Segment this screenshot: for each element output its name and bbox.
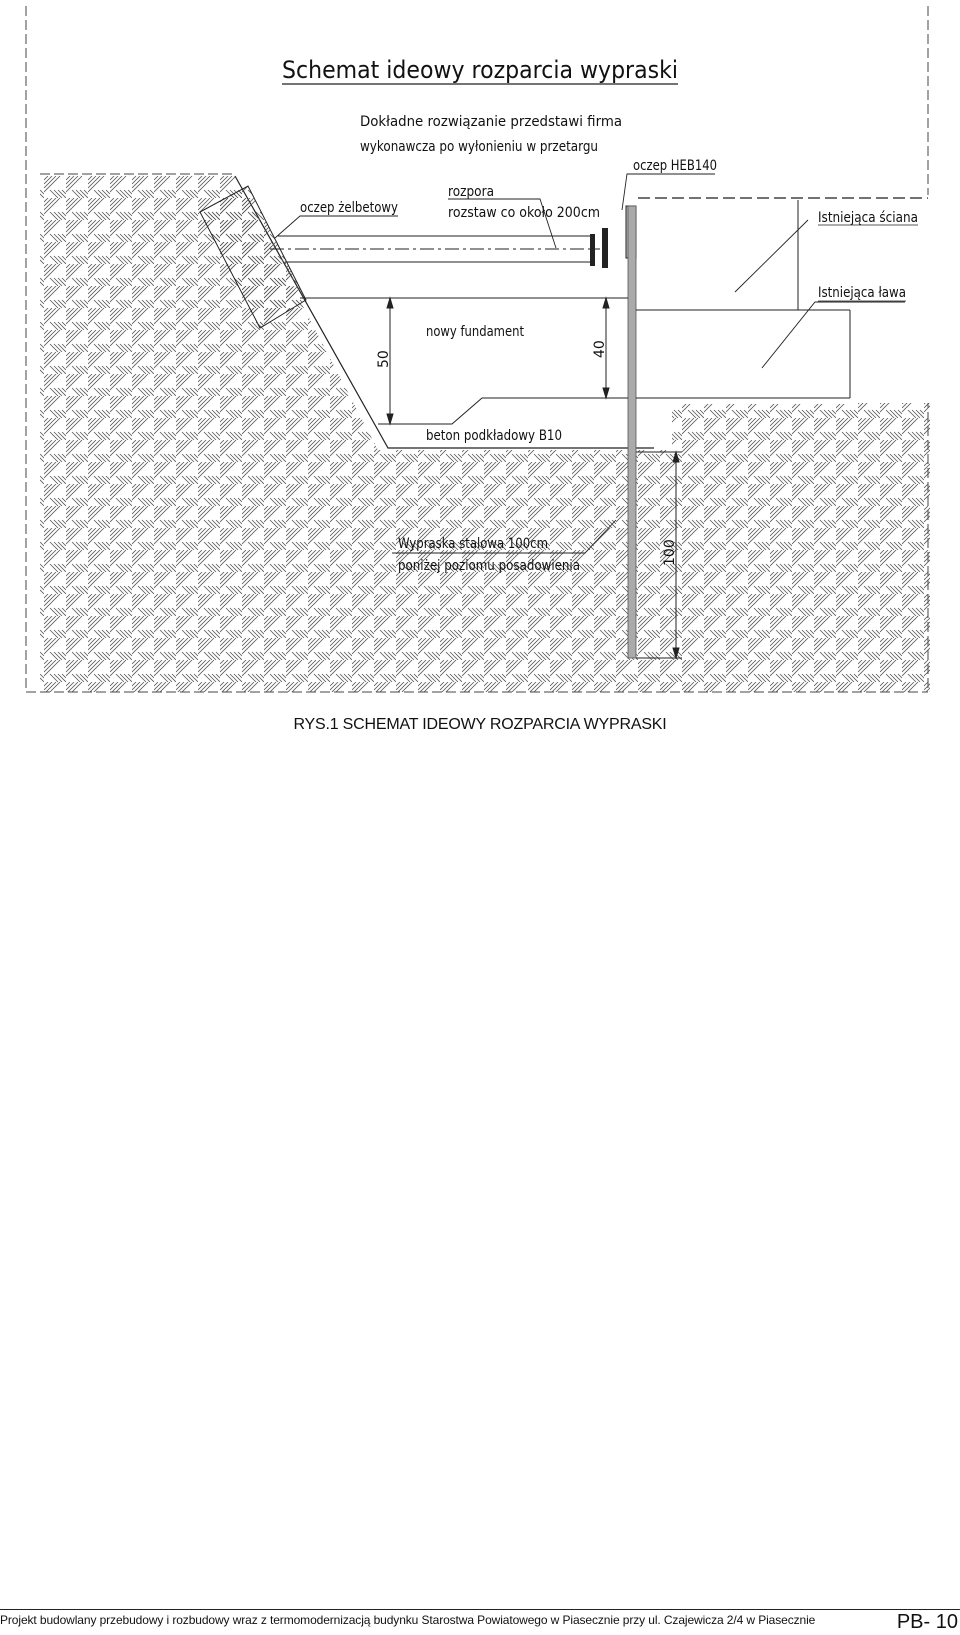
drawing-title: Schemat ideowy rozparcia wypraski xyxy=(282,56,678,84)
label-oczep-zelbetowy: oczep żelbetowy xyxy=(300,200,398,216)
steel-sheet-pile xyxy=(628,206,636,658)
label-rozstaw: rozstaw co około 200cm xyxy=(448,205,600,221)
label-wypraska-2: poniżej poziomu posadowienia xyxy=(398,558,580,574)
label-wypraska-1: Wypraska stalowa 100cm xyxy=(398,536,548,552)
strut-end-plate xyxy=(590,234,595,266)
note-line-2: wykonawcza po wyłonieniu w przetargu xyxy=(360,139,598,155)
note-line-1: Dokładne rozwiązanie przedstawi firma xyxy=(360,114,622,130)
label-oczep-heb140: oczep HEB140 xyxy=(633,158,717,174)
footer-project-text: Projekt budowlany przebudowy i rozbudowy wraz z termomodernizacją budynku Starostwa Powiatowego w Piasecznie przy ul. Czajewicza 2/4 w Piasecznie xyxy=(0,1613,816,1627)
label-istniejaca-sciana: Istniejąca ściana xyxy=(818,210,918,226)
footer-divider xyxy=(0,1609,960,1610)
label-rozpora: rozpora xyxy=(448,184,494,200)
label-beton: beton podkładowy B10 xyxy=(426,428,562,444)
dim-label-40: 40 xyxy=(592,340,608,358)
label-nowy-fundament: nowy fundament xyxy=(426,324,525,340)
page-code: PB- 10 xyxy=(896,1611,958,1633)
dim-label-100: 100 xyxy=(662,539,678,566)
technical-drawing xyxy=(0,0,960,700)
label-istniejaca-lawa: Istniejąca ława xyxy=(818,285,906,301)
strut-end-plate-2 xyxy=(602,228,608,268)
dim-label-50: 50 xyxy=(376,350,392,368)
strut xyxy=(270,236,600,262)
figure-caption: RYS.1 SCHEMAT IDEOWY ROZPARCIA WYPRASKI xyxy=(293,716,667,733)
